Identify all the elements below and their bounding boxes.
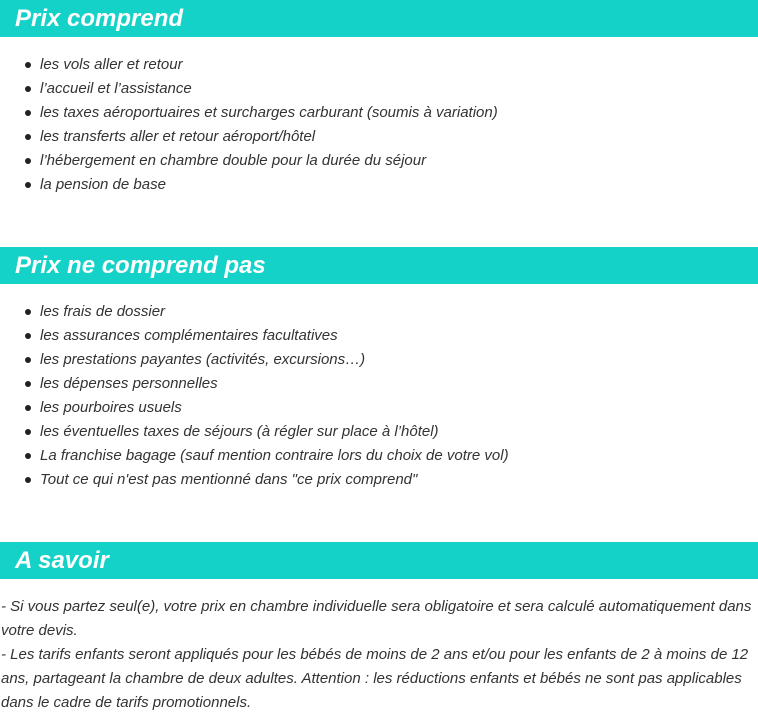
header-a-savoir <box>0 542 758 579</box>
included-list <box>0 53 498 197</box>
bullet-icon <box>25 453 31 459</box>
bullet-icon <box>25 381 31 387</box>
info-paragraph: - Les tarifs enfants seront appliqués pour les bébés de moins de 2 ans et/ou pour les enfants de 2 à moins de 12 ans, partageant la chambre de deux adultes. Attention : les réductions enfants et bébés ne sont pas applicables dans le cadre de tarifs promotionnels. <box>1 646 749 711</box>
section-title-info: A savoir <box>15 547 109 574</box>
info-paragraph: - Si vous partez seul(e), votre prix en chambre individuelle sera obligatoire et sera calculé automatiquement dans votre devis. <box>1 598 752 639</box>
list-item-text: les assurances complémentaires facultatives <box>40 327 338 344</box>
bullet-icon <box>25 62 31 68</box>
list-item-text: l’accueil et l’assistance <box>40 80 192 97</box>
list-item <box>0 125 498 149</box>
bullet-icon <box>25 182 31 188</box>
bullet-icon <box>25 309 31 315</box>
list-item-text: les éventuelles taxes de séjours (à régler sur place à l’hôtel) <box>40 423 439 440</box>
list-item <box>0 300 509 324</box>
list-item-text: les transferts aller et retour aéroport/hôtel <box>40 128 316 145</box>
list-item <box>0 173 498 197</box>
list-item <box>0 468 509 492</box>
section-title-included: Prix comprend <box>15 5 184 32</box>
list-item-text: Tout ce qui n'est pas mentionné dans "ce prix comprend" <box>40 471 418 488</box>
list-item-text: les prestations payantes (activités, excursions…) <box>40 351 366 368</box>
list-item-text: les frais de dossier <box>40 303 166 320</box>
excluded-list <box>0 300 509 492</box>
list-item-text: La franchise bagage (sauf mention contraire lors du choix de votre vol) <box>40 447 509 464</box>
list-item-text: les taxes aéroportuaires et surcharges carburant (soumis à variation) <box>40 104 498 121</box>
list-item <box>0 101 498 125</box>
list-item-text: les dépenses personnelles <box>40 375 218 392</box>
bullet-icon <box>25 357 31 363</box>
bullet-icon <box>25 477 31 483</box>
list-item <box>0 396 509 420</box>
bullet-icon <box>25 134 31 140</box>
bullet-icon <box>25 110 31 116</box>
list-item <box>0 149 498 173</box>
list-item-text: la pension de base <box>40 176 166 193</box>
bullet-icon <box>25 86 31 92</box>
info-notes <box>1 595 753 715</box>
list-item <box>0 77 498 101</box>
list-item <box>0 324 509 348</box>
header-prix-comprend <box>0 0 758 37</box>
list-item-text: les pourboires usuels <box>40 399 182 416</box>
bullet-icon <box>25 158 31 164</box>
list-item <box>0 372 509 396</box>
list-item-text: l’hébergement en chambre double pour la durée du séjour <box>40 152 427 169</box>
bullet-icon <box>25 429 31 435</box>
bullet-icon <box>25 405 31 411</box>
list-item <box>0 348 509 372</box>
list-item <box>0 420 509 444</box>
section-title-excluded: Prix ne comprend pas <box>15 252 266 279</box>
header-prix-ne-comprend-pas <box>0 247 758 284</box>
list-item <box>0 53 498 77</box>
bullet-icon <box>25 333 31 339</box>
list-item-text: les vols aller et retour <box>40 56 183 73</box>
list-item <box>0 444 509 468</box>
